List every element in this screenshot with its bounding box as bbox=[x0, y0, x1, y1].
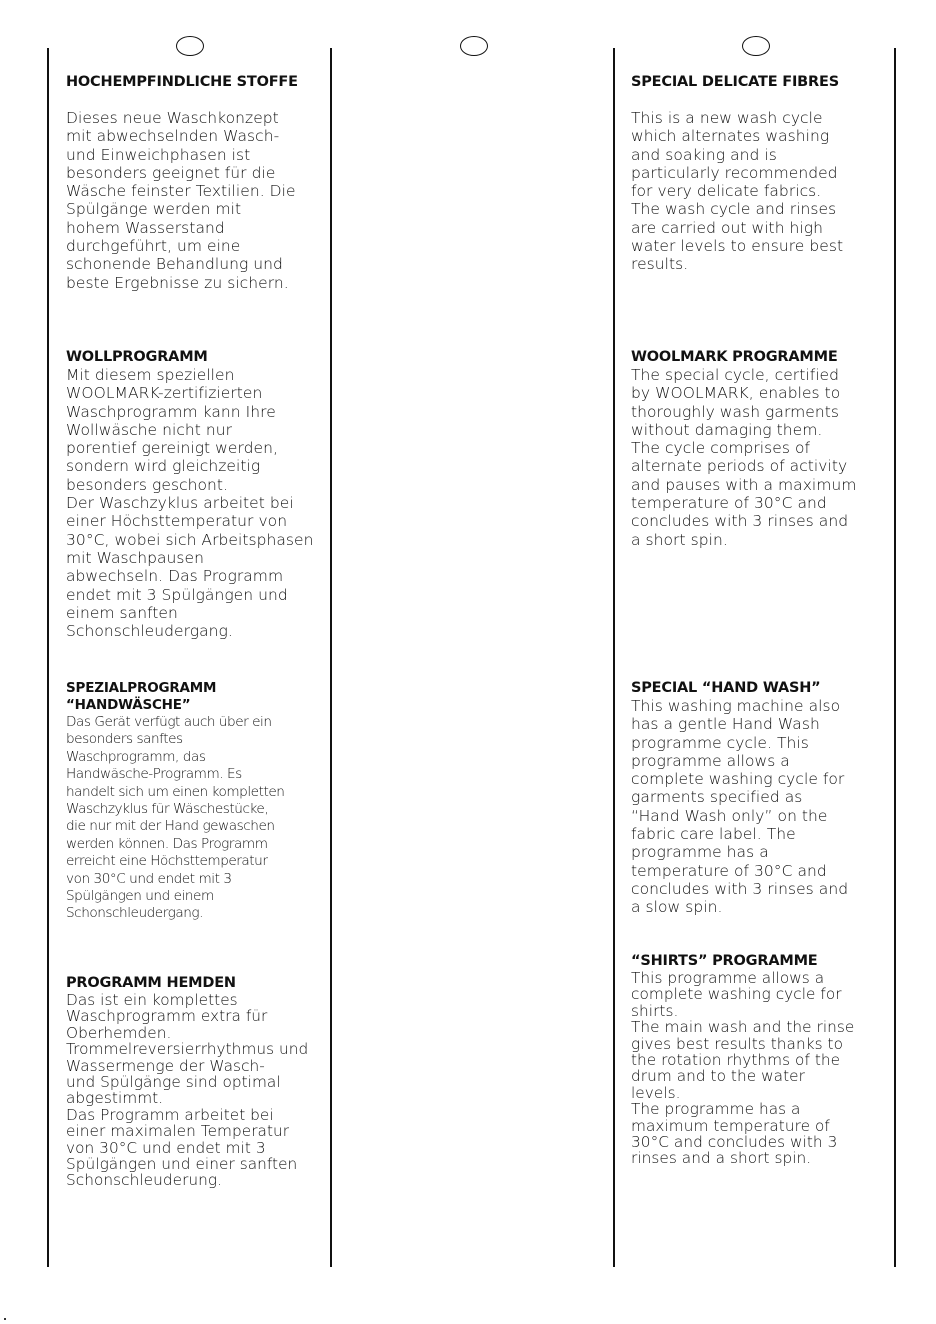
section-body: Dieses neue Waschkonzept mit abwechselnden Wasch- und Einweichphasen ist besonders geeignet für die Wäsche feinster Textilien. Die Spülgänge werden mit hohem Wasserstand durchgeführt, um eine schonende Behandlung und beste Ergebnisse zu sichern. bbox=[66, 109, 296, 292]
column-divider-left bbox=[47, 48, 49, 1267]
section-heading: PROGRAMM HEMDEN bbox=[66, 975, 236, 991]
section-body: Mit diesem speziellen WOOLMARK-zertifizierten Waschprogramm kann Ihre Wollwäsche nicht nur porentief gereinigt werden, sondern wird gleichzeitig besonders geschont. Der Waschzyklus arbeitet bei einer Höchsttemperatur von 30°C, wobei sich Arbeitsphasen mit Waschpausen abwechseln. Das Programm endet mit 3 Spülgängen und einem sanften Schonschleudergang. bbox=[66, 366, 314, 641]
section-handwash-de bbox=[66, 680, 328, 923]
section-body: The special cycle, certified by WOOLMARK, enables to thoroughly wash garments without damaging them. The cycle comprises of alternate periods of activity and pauses with a maximum temperature of 30°C and concludes with 3 rinses and a short spin. bbox=[631, 366, 857, 549]
section-heading: “SHIRTS” PROGRAMME bbox=[631, 953, 818, 969]
section-heading: SPECIAL DELICATE FIBRES bbox=[631, 74, 839, 90]
column-divider-center-left bbox=[330, 48, 332, 1267]
section-heading: SPECIAL “HAND WASH” bbox=[631, 680, 821, 696]
section-heading: SPEZIALPROGRAMM “HANDWÄSCHE” bbox=[66, 680, 217, 713]
section-heading: HOCHEMPFINDLICHE STOFFE bbox=[66, 74, 298, 90]
section-body: This washing machine also has a gentle Hand Wash programme cycle. This programme allows a complete washing cycle for garments specified as “Hand Wash only” on the fabric care label. The programme has a temperature of 30°C and concludes with 3 rinses and a slow spin. bbox=[631, 697, 849, 917]
section-body: This is a new wash cycle which alternates washing and soaking and is particularly recommended for very delicate fabrics. The wash cycle and rinses are carried out with high water levels to ensure best results. bbox=[631, 109, 844, 274]
language-marker-english bbox=[742, 36, 770, 56]
section-shirts-de bbox=[66, 975, 328, 1189]
section-shirts-en bbox=[631, 953, 893, 1167]
section-body: This programme allows a complete washing cycle for shirts. The main wash and the rinse gives best results thanks to the rotation rhythms of the drum and to the water levels. The programme has a maximum temperature of 30°C and concludes with 3 rinses and a short spin. bbox=[631, 969, 855, 1168]
language-marker-middle bbox=[460, 36, 488, 56]
language-marker-german bbox=[176, 36, 204, 56]
section-heading: WOOLMARK PROGRAMME bbox=[631, 349, 838, 365]
page-edge-mark bbox=[4, 1318, 6, 1320]
section-delicate-en bbox=[631, 73, 893, 274]
section-body: Das ist ein komplettes Waschprogramm extra für Oberhemden. Trommelreversierrhythmus und Wassermenge der Wasch- und Spülgänge sind optimal abgestimmt. Das Programm arbeitet bei einer maximalen Temperatur von 30°C und endet mit 3 Spülgängen und einer sanften Schonschleuderung. bbox=[66, 991, 309, 1190]
section-delicate-de bbox=[66, 73, 328, 292]
column-divider-right bbox=[894, 48, 896, 1267]
section-body: Das Gerät verfügt auch über ein besonders sanftes Waschprogramm, das Handwäsche-Programm. Es handelt sich um einen kompletten Waschzyklus für Wäschestücke, die nur mit der Hand gewaschen werden können. Das Programm erreicht eine Höchsttemperatur von 30°C und endet mit 3 Spülgängen und einem Schonschleudergang. bbox=[66, 714, 285, 922]
section-wool-de bbox=[66, 348, 328, 640]
section-wool-en bbox=[631, 348, 893, 549]
section-handwash-en bbox=[631, 679, 893, 917]
section-heading: WOLLPROGRAMM bbox=[66, 349, 208, 365]
column-divider-center-right bbox=[613, 48, 615, 1267]
